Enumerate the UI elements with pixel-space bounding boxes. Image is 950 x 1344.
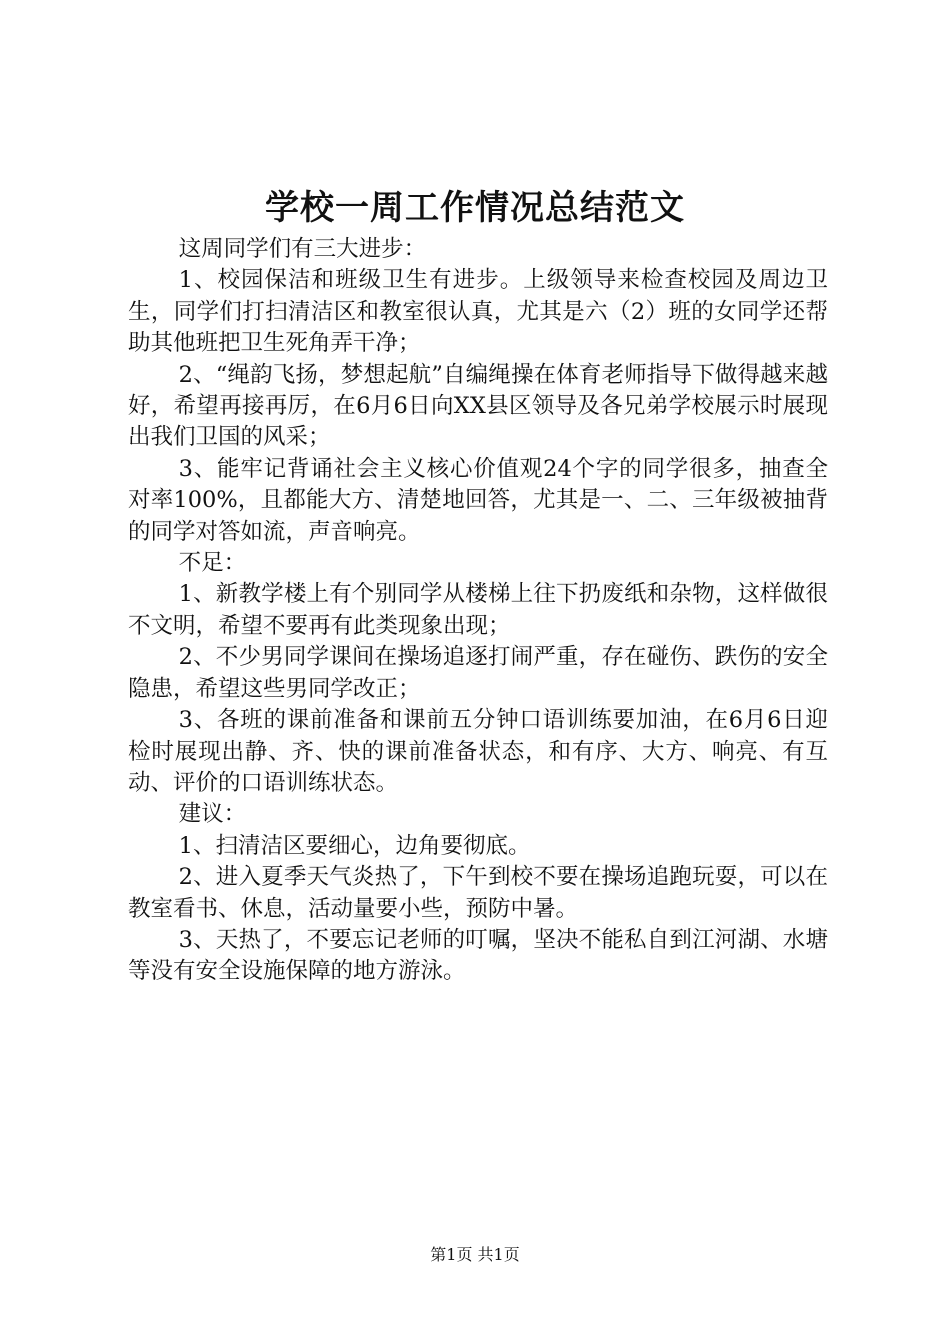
paragraph-suggestion-1: 1、扫清洁区要细心，边角要彻底。	[178, 832, 531, 859]
paragraph-shortcoming-1: 1、新教学楼上有个别同学从楼梯上往下扔废纸和杂物，这样做很不文明，希望不要再有此类现象出现；	[128, 581, 828, 639]
paragraph-suggestion-3: 3、天热了，不要忘记老师的叮嘱，坚决不能私自到江河湖、水塘等没有安全设施保障的地方游泳。	[128, 926, 828, 985]
paragraph-intro: 这周同学们有三大进步：	[178, 236, 427, 262]
paragraph-shortcoming-2: 2、不少男同学课间在操场追逐打闹严重，存在碰伤、跌伤的安全隐患，希望这些男同学改正；	[128, 644, 828, 702]
paragraph-progress-1: 1、校园保洁和班级卫生有进步。上级领导来检查校园及周边卫生，同学们打扫清洁区和教室很认真，尤其是六（2）班的女同学还帮助其他班把卫生死角弄干净；	[128, 267, 828, 357]
paragraph-shortcoming-3: 3、各班的课前准备和课前五分钟口语训练要加油，在6月6日迎检时展现出静、齐、快的课前准备状态，和有序、大方、响亮、有互动、评价的口语训练状态。	[128, 707, 828, 796]
page-footer: 第1页 共1页	[430, 1245, 520, 1264]
document-title: 学校一周工作情况总结范文	[265, 188, 685, 228]
heading-shortcomings: 不足：	[178, 550, 247, 577]
paragraph-progress-3: 3、能牢记背诵社会主义核心价值观24个字的同学很多，抽查全对率100%，且都能大方、清楚地回答，尤其是一、二、三年级被抽背的同学对答如流，声音响亮。	[128, 455, 828, 545]
document-body	[128, 234, 828, 988]
paragraph-progress-2: 2、“绳韵飞扬，梦想起航”自编绳操在体育老师指导下做得越来越好，希望再接再厉，在6月6日向XX县区领导及各兄弟学校展示时展现出我们卫国的风采；	[128, 361, 828, 451]
paragraph-suggestion-2: 2、进入夏季天气炎热了，下午到校不要在操场追跑玩耍，可以在教室看书、休息，活动量要小些，预防中暑。	[128, 864, 828, 922]
heading-suggestions: 建议：	[178, 801, 247, 828]
